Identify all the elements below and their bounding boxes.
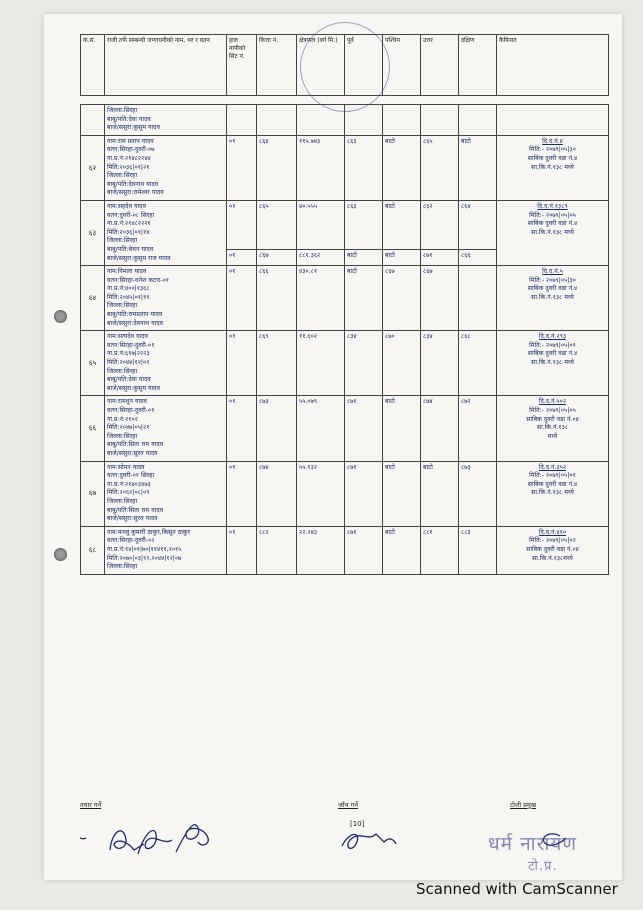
remarks-line: मिति:- २०७९|०५|३० bbox=[529, 146, 576, 154]
owner-line: वतन:सिरहा-धनेश कटरा-०१ bbox=[107, 276, 170, 284]
cell-sheet2: ०१ bbox=[227, 249, 257, 265]
cell-kitta: ८६६ bbox=[257, 266, 297, 331]
cell-east: ८६३ bbox=[345, 200, 383, 249]
cell-kitta: ८६५ bbox=[257, 200, 297, 249]
owner-line: बाबु/पति:सिता राम यादव bbox=[107, 506, 164, 514]
cell-sheet: ०१ bbox=[227, 135, 257, 200]
cell-east: ८६३ bbox=[345, 135, 383, 200]
cell-sheet: ०१ bbox=[227, 266, 257, 331]
owner-line: नाम:सोमन यादव bbox=[107, 463, 145, 471]
table-row bbox=[81, 135, 609, 200]
remarks-line: साबिक दुवरी वडा नं.४ bbox=[527, 350, 578, 358]
header-area: क्षेत्रफल (वर्ग मि.) bbox=[297, 35, 345, 96]
cell-south: बाटो bbox=[459, 135, 497, 200]
header-remarks: कैफियत bbox=[497, 35, 609, 96]
punch-hole-bottom bbox=[54, 548, 67, 561]
remarks-line: सा.कि.नं.१३८ मध्ये bbox=[531, 228, 574, 236]
owner-line: नाम:विमला यादव bbox=[107, 268, 147, 276]
owner-line: वतन:दुवरी-०१ सिरहा bbox=[107, 472, 155, 480]
owner-line: बाबु/पति:देवनाथ यादव bbox=[107, 180, 159, 188]
stamp-line: टो.प्र. bbox=[528, 859, 558, 874]
owner-line: बाबु/पति:बेचन यादव bbox=[107, 245, 154, 253]
serial-number: ६३ bbox=[81, 200, 105, 265]
owner-line: बाजे/ससुरा:सुरत यादव bbox=[107, 449, 158, 457]
header-kitta: कित्ता नं. bbox=[257, 35, 297, 96]
remarks-line: दि.द.नं.१३८९ bbox=[537, 202, 568, 210]
owner-line: मिति:२०४७|०५|२१ bbox=[107, 424, 150, 432]
stamp-line: धर्म नारायण bbox=[488, 833, 578, 855]
remarks-line: दि.द.नं.२९३ bbox=[538, 333, 567, 341]
header-gap bbox=[81, 96, 609, 105]
remarks bbox=[497, 200, 609, 265]
owner-line: ना.प्र.नं:६१७|२२२३ bbox=[107, 350, 150, 358]
header-east: पूर्व bbox=[345, 35, 383, 96]
header-north: उत्तर bbox=[421, 35, 459, 96]
owner-line: जिल्ला:सिरहा bbox=[107, 497, 138, 505]
remarks-line: सा.कि.नं.१३८मध्ये bbox=[532, 554, 573, 562]
cell-kitta: ८७४ bbox=[257, 461, 297, 526]
owner-details bbox=[105, 331, 227, 396]
remarks-line: मिति:- २०७९|०५|०१ bbox=[529, 472, 576, 480]
cell-south: ८७३ bbox=[459, 461, 497, 526]
owner-line: जिल्ला:सिरहा bbox=[107, 172, 138, 180]
cell-area: ११५.७४३ bbox=[297, 135, 345, 200]
cell-south bbox=[459, 266, 497, 331]
owner-line: नाम:सत्यदेव यादव bbox=[107, 333, 148, 341]
header-sheet: हाल नापीको सिट नं. bbox=[227, 35, 257, 96]
remarks bbox=[497, 135, 609, 200]
serial-number: ६५ bbox=[81, 331, 105, 396]
remarks-line: साबिक दुवरी वडा नं.०४ bbox=[526, 415, 579, 423]
remarks-line: दि.द.नं.३५२ bbox=[538, 463, 567, 471]
cell-north: ८६७ bbox=[421, 266, 459, 331]
cell-south: ८७२ bbox=[459, 396, 497, 461]
remarks-line: साबिक दुवरी वडा नं.४ bbox=[527, 154, 578, 162]
remarks-line: दि.द.नं.५०२ bbox=[538, 398, 567, 406]
cell-area: ५५.०७९ bbox=[297, 396, 345, 461]
remarks-line: मिति:- २०७९|०५|०५ bbox=[529, 407, 576, 414]
owner-line: वतन:सिरहा-दुवरी-०२ bbox=[107, 537, 155, 545]
header-south: दक्षिण bbox=[459, 35, 497, 96]
remarks-line: सा.कि.नं.१३८ मध्ये bbox=[531, 359, 574, 367]
cell-west2: बाटो bbox=[383, 249, 421, 265]
remarks-line: मिति:- २०७९|०५|०२ bbox=[529, 537, 576, 545]
owner-line: बाबु/पति:सिता राम यादव bbox=[107, 441, 164, 449]
serial-number: ६४ bbox=[81, 266, 105, 331]
remarks-line: मिति:- २०७९|०५|३० bbox=[529, 276, 576, 284]
cell-north: ८७४ bbox=[421, 396, 459, 461]
serial-number: ६६ bbox=[81, 396, 105, 461]
remarks bbox=[497, 331, 609, 396]
owner-line: मिति:२०३६|०१|२१ bbox=[107, 163, 150, 171]
document-page bbox=[44, 14, 622, 880]
remarks-line: सा.कि.नं.१३८ मध्ये bbox=[531, 489, 574, 497]
owner-line: वतन:सिरहा-दुवरी-०१ bbox=[107, 341, 155, 349]
owner-line: जिल्ला:सिरहा bbox=[107, 237, 138, 245]
checked-by-label: जाँच गर्ने bbox=[338, 801, 358, 809]
cell-kitta: ८७३ bbox=[257, 396, 297, 461]
header-owner: राजी तर्फे सम्बन्धी जग्गाधनीको नाम, थर र वतन bbox=[105, 35, 227, 96]
scanner-watermark: Scanned with CamScanner bbox=[416, 880, 618, 898]
cell-west: बाटो bbox=[383, 396, 421, 461]
cell-south: ८६८ bbox=[459, 331, 497, 396]
cell-east: बाटो bbox=[345, 266, 383, 331]
owner-line: बाजे/ससुरा:रामेश्वर यादव bbox=[107, 189, 164, 197]
cell-area: २२.२४३ bbox=[297, 526, 345, 574]
page-number: [10] bbox=[350, 820, 365, 828]
owner-details bbox=[105, 461, 227, 526]
owner-line: ना.प्र.नं:२१४८२२४४ bbox=[107, 154, 151, 162]
cell-sheet: ०१ bbox=[227, 331, 257, 396]
owner-line: ना.प्र.नं:२१०२ bbox=[107, 415, 138, 423]
cell-north: बाटो bbox=[421, 461, 459, 526]
owner-details bbox=[105, 135, 227, 200]
cell-west: ८६७ bbox=[383, 266, 421, 331]
cell-north: ८६२ bbox=[421, 200, 459, 249]
cell-south: ८८३ bbox=[459, 526, 497, 574]
cell-area: ४०.५५५ bbox=[297, 200, 345, 249]
cell-area: ४३०.८१ bbox=[297, 266, 345, 331]
owner-line: नाम:मञ्जु कुमारी ठाकुर,किसुन ठाकुर bbox=[107, 528, 191, 536]
owner-line: मिति:२०३६|०१|१४ bbox=[107, 228, 150, 236]
cell-sheet: ०१ bbox=[227, 200, 257, 249]
remarks-line: मिति:- २०७९|०५|०५ bbox=[529, 211, 576, 219]
header-west: पश्चिम bbox=[383, 35, 421, 96]
remarks-line: दि.द.नं.४ bbox=[542, 137, 563, 145]
cell-south: ८६४ bbox=[459, 200, 497, 249]
continuation-line: जिल्ला:सिरहा bbox=[107, 107, 138, 114]
cell-sheet: ०१ bbox=[227, 396, 257, 461]
serial-number: ६८ bbox=[81, 526, 105, 574]
cell-west: बाटो bbox=[383, 135, 421, 200]
cell-sheet: ०१ bbox=[227, 526, 257, 574]
owner-details bbox=[105, 266, 227, 331]
cell-area2: ८८१.३६२ bbox=[297, 249, 345, 265]
owner-line: ना.प्र.नं:२१४०३४७३ bbox=[107, 480, 151, 488]
cell-east: ८७१ bbox=[345, 461, 383, 526]
remarks-line: मिति:- २०७९|०५|०१ bbox=[529, 341, 576, 349]
remarks bbox=[497, 461, 609, 526]
owner-line: जिल्ला:सिरहा bbox=[107, 563, 138, 571]
table-row bbox=[81, 396, 609, 461]
cell-area: ११.६०२ bbox=[297, 331, 345, 396]
cell-kitta2: ८६७ bbox=[257, 249, 297, 265]
remarks-line: सा.कि.नं.१३८ bbox=[536, 424, 569, 432]
owner-line: बाजे/ससुरा:देवनाथ यादव bbox=[107, 319, 163, 327]
continuation-row bbox=[81, 105, 609, 136]
owner-line: वतन:सिरहा-दुवरी-०७ bbox=[107, 146, 155, 154]
continuation-line: बाजे/ससुरा:कुसुम यादव bbox=[107, 124, 160, 132]
owner-line: जिल्ला:सिरहा bbox=[107, 367, 138, 375]
table-header-row bbox=[81, 35, 609, 96]
cell-kitta: ८६४ bbox=[257, 135, 297, 200]
cell-south2: ८६६ bbox=[459, 249, 497, 265]
punch-hole-top bbox=[54, 310, 67, 323]
owner-line: ना.प्र.नं:१४|०१|७०|११४११,२०१५ bbox=[107, 545, 182, 553]
owner-details bbox=[105, 200, 227, 265]
owner-line: बाबु/पति:रामप्रताप यादव bbox=[107, 311, 163, 319]
cell-kitta: ८६९ bbox=[257, 331, 297, 396]
remarks bbox=[497, 396, 609, 461]
table-row bbox=[81, 331, 609, 396]
table-row bbox=[81, 266, 609, 331]
remarks bbox=[497, 526, 609, 574]
owner-line: ना.प्र.नं:४००|१३६८ bbox=[107, 285, 150, 293]
remarks-line: साबिक दुवरी वडा नं.४ bbox=[527, 285, 578, 293]
continuation-line: बाबु/पति:देवा यादव bbox=[107, 115, 151, 123]
cell-north: ८६५ bbox=[421, 135, 459, 200]
owner-line: बाजे/ससुरा:कुसुम यादव bbox=[107, 384, 160, 392]
owner-line: बाजे/ससुरा:कुसुम राज यादव bbox=[107, 254, 171, 262]
cell-east: ८७१ bbox=[345, 396, 383, 461]
table-row bbox=[81, 526, 609, 574]
owner-line: नाम:सहदेव यादव bbox=[107, 202, 146, 210]
cell-east: ८७१ bbox=[345, 526, 383, 574]
cell-west: बाटो bbox=[383, 461, 421, 526]
remarks-line: मध्ये bbox=[547, 432, 558, 440]
cell-sheet: ०१ bbox=[227, 461, 257, 526]
remarks-line: दि.द.नं.५ bbox=[542, 268, 563, 276]
owner-line: बाबु/पति:देवा यादव bbox=[107, 376, 151, 384]
serial-number: ६७ bbox=[81, 461, 105, 526]
owner-line: जिल्ला:सिरहा bbox=[107, 302, 138, 310]
cell-north: ८३४ bbox=[421, 331, 459, 396]
prepared-by-label: तयार गर्ने bbox=[80, 801, 102, 809]
serial-number: ६२ bbox=[81, 135, 105, 200]
cell-east2: बाटो bbox=[345, 249, 383, 265]
cell-west: ८७० bbox=[383, 331, 421, 396]
remarks-line: दि.द.नं.४१० bbox=[538, 528, 567, 536]
owner-line: वतन:सिरहा-दुवरी-०१ bbox=[107, 407, 155, 414]
owner-line: बाजे/ससुरा:सुरत यादव bbox=[107, 515, 158, 523]
cell-west: बाटो bbox=[383, 526, 421, 574]
cell-west: बाटो bbox=[383, 200, 421, 249]
owner-details bbox=[105, 526, 227, 574]
remarks-line: सा.कि.नं.१३८ मध्ये bbox=[531, 293, 574, 301]
name-stamp bbox=[488, 830, 577, 874]
owner-line: मिति:२०४५|०१|११ bbox=[107, 293, 150, 301]
owner-details bbox=[105, 396, 227, 461]
cell-east: ८३४ bbox=[345, 331, 383, 396]
cell-north: ८८१ bbox=[421, 526, 459, 574]
owner-line: वतन:दुवरी-०८ सिरहा bbox=[107, 211, 155, 219]
remarks bbox=[497, 266, 609, 331]
owner-line: मिति:२०६२|०८|०९ bbox=[107, 489, 150, 497]
header-serial: क.सं. bbox=[81, 35, 105, 96]
remarks-line: साबिक दुवरी वडा नं.४ bbox=[527, 220, 578, 228]
remarks-line: साबिक दुवरी वडा नं.४ bbox=[527, 480, 578, 488]
cell-kitta: ८८२ bbox=[257, 526, 297, 574]
team-leader-label: टोली प्रमुख bbox=[510, 801, 537, 809]
owner-line: ना.प्र.नं:२१४८२२२१ bbox=[107, 220, 151, 228]
cell-area: ५५.१३२ bbox=[297, 461, 345, 526]
owner-line: नाम:राम प्रताप यादव bbox=[107, 137, 154, 145]
remarks-line: सा.कि.नं.१३८ मध्ये bbox=[531, 163, 574, 171]
cell-north2: ८७१ bbox=[421, 249, 459, 265]
owner-line: नाम:रामधुन यादव bbox=[107, 398, 147, 406]
owner-line: मिति:२०४४|१२|०२ bbox=[107, 359, 150, 367]
land-register-table bbox=[80, 34, 609, 575]
owner-line: जिल्ला:सिरहा bbox=[107, 432, 138, 440]
remarks-line: साबिक दुवरी वडा नं.०४ bbox=[526, 545, 579, 553]
table-row bbox=[81, 200, 609, 249]
table-row bbox=[81, 461, 609, 526]
owner-line: मिति:२०७०|०३|१२,२०४४|१२|०७ bbox=[107, 554, 182, 562]
